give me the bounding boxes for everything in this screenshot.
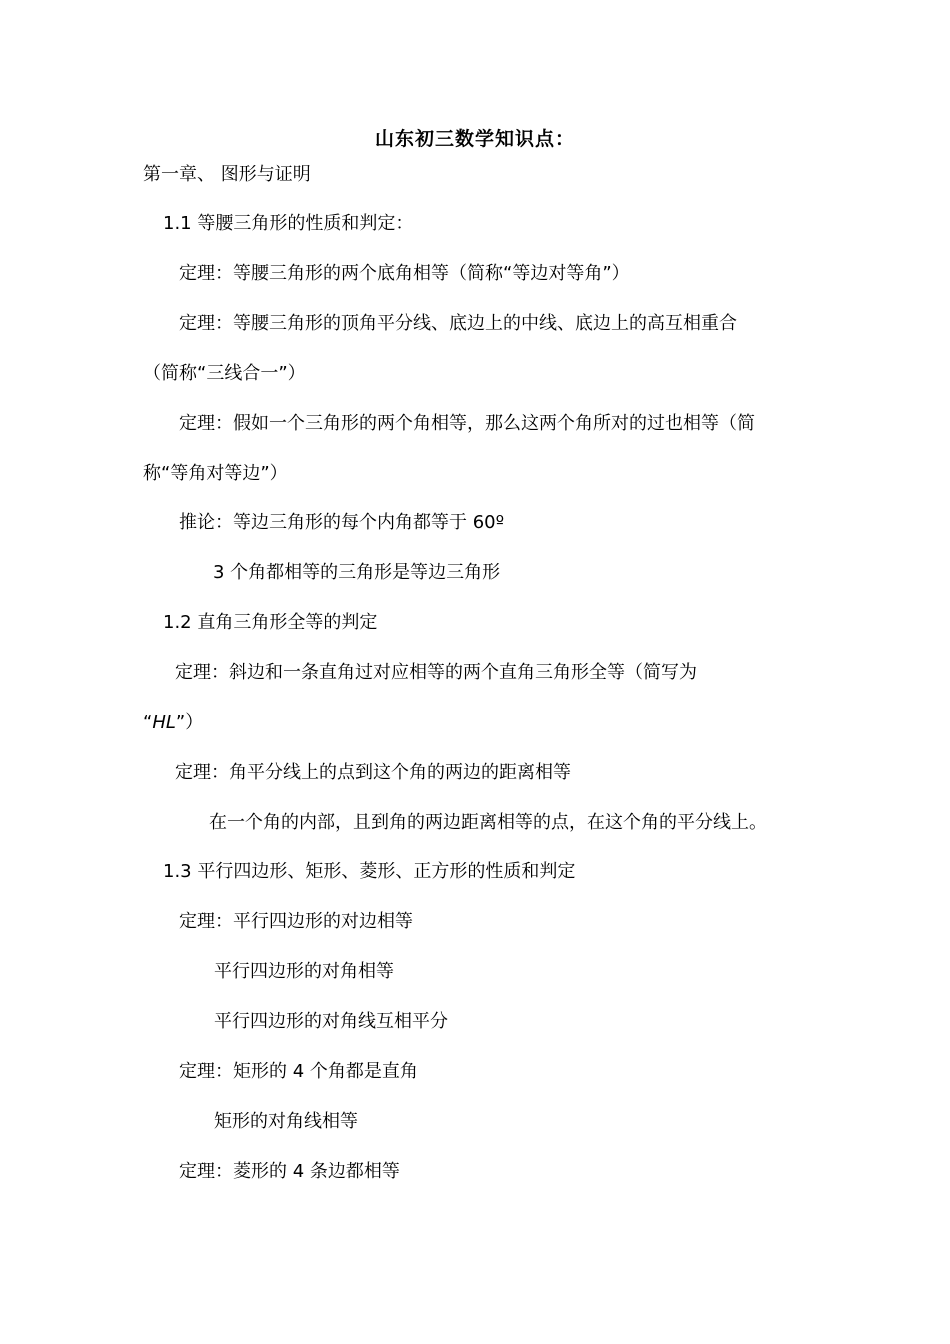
theorem-line-continuation: （简称“三线合一”） (143, 363, 306, 384)
theorem-line: 定理：角平分线上的点到这个角的两边的距离相等 (175, 762, 571, 783)
corollary-line: 推论：等边三角形的每个内角都等于 60º (179, 512, 505, 533)
theorem-line-continuation (143, 711, 203, 735)
hl-abbreviation: HL (152, 712, 176, 733)
theorem-line: 定理：菱形的 4 条边都相等 (179, 1161, 400, 1182)
section-1-1-heading: 1.1 等腰三角形的性质和判定： (163, 213, 414, 234)
theorem-line: 在一个角的内部，且到角的两边距离相等的点，在这个角的平分线上。 (209, 812, 767, 833)
theorem-line: 定理：矩形的 4 个角都是直角 (179, 1061, 418, 1082)
theorem-line: 平行四边形的对角相等 (214, 961, 394, 982)
theorem-line: 定理：假如一个三角形的两个角相等，那么这两个角所对的过也相等（简 (179, 413, 755, 434)
page-title: 山东初三数学知识点： (374, 128, 575, 150)
theorem-line: 矩形的对角线相等 (214, 1111, 358, 1132)
theorem-line: 平行四边形的对角线互相平分 (214, 1011, 448, 1032)
theorem-line: 定理：等腰三角形的顶角平分线、底边上的中线、底边上的高互相重合 (179, 313, 737, 334)
section-1-2-heading: 1.2 直角三角形全等的判定 (163, 612, 378, 633)
theorem-line: 定理：等腰三角形的两个底角相等（简称“等边对等角”） (179, 263, 630, 284)
chapter-heading: 第一章、 图形与证明 (143, 164, 311, 185)
quote-close: ”） (175, 712, 204, 733)
theorem-line: 定理：斜边和一条直角过对应相等的两个直角三角形全等（简写为 (175, 662, 697, 683)
section-1-3-heading: 1.3 平行四边形、矩形、菱形、正方形的性质和判定 (163, 861, 576, 882)
theorem-line: 定理：平行四边形的对边相等 (179, 911, 413, 932)
theorem-line-continuation: 称“等角对等边”） (143, 463, 288, 484)
corollary-line: 3 个角都相等的三角形是等边三角形 (213, 562, 501, 583)
quote-open: “ (143, 712, 153, 733)
